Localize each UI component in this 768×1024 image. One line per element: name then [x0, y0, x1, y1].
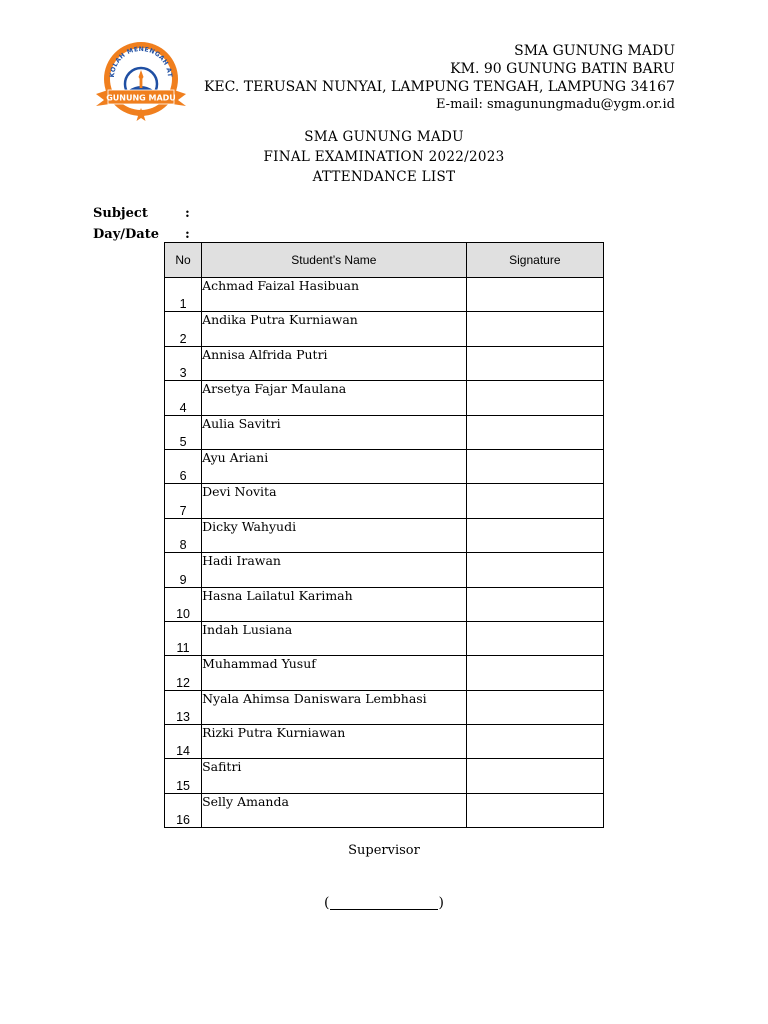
row-number: 13	[165, 690, 202, 724]
supervisor-signature-line	[324, 895, 444, 913]
student-name: Dicky Wahyudi	[202, 518, 467, 552]
student-name: Indah Lusiana	[202, 621, 467, 655]
row-number: 10	[165, 587, 202, 621]
signature-underline	[330, 909, 438, 910]
row-number: 1	[165, 278, 202, 312]
row-number: 16	[165, 793, 202, 827]
student-name: Hadi Irawan	[202, 553, 467, 587]
document-title	[0, 127, 768, 187]
student-name: Arsetya Fajar Maulana	[202, 381, 467, 415]
signature-cell[interactable]	[466, 381, 603, 415]
row-number: 14	[165, 725, 202, 759]
day-date-colon: :	[185, 227, 190, 242]
signature-cell[interactable]	[466, 793, 603, 827]
day-date-label: Day/Date	[93, 227, 159, 242]
school-crest-icon	[92, 34, 190, 126]
school-name: SMA GUNUNG MADU	[514, 43, 675, 59]
signature-cell[interactable]	[466, 725, 603, 759]
student-name: Devi Novita	[202, 484, 467, 518]
logo-arc-text: KOLAH MENENGAH AT	[108, 45, 174, 78]
table-row	[165, 518, 604, 552]
table-row	[165, 725, 604, 759]
title-list: ATTENDANCE LIST	[312, 169, 456, 185]
student-name: Muhammad Yusuf	[202, 656, 467, 690]
signature-cell[interactable]	[466, 690, 603, 724]
row-number: 4	[165, 381, 202, 415]
student-name: Selly Amanda	[202, 793, 467, 827]
signature-cell[interactable]	[466, 553, 603, 587]
row-number: 3	[165, 346, 202, 380]
table-row	[165, 278, 604, 312]
student-name: Annisa Alfrida Putri	[202, 346, 467, 380]
student-name: Hasna Lailatul Karimah	[202, 587, 467, 621]
title-school: SMA GUNUNG MADU	[304, 129, 464, 145]
student-name: Rizki Putra Kurniawan	[202, 725, 467, 759]
title-exam: FINAL EXAMINATION 2022/2023	[263, 149, 505, 165]
signature-cell[interactable]	[466, 415, 603, 449]
school-email: E-mail: smagunungmadu@ygm.or.id	[435, 97, 675, 112]
signature-cell[interactable]	[466, 587, 603, 621]
table-row	[165, 793, 604, 827]
row-number: 8	[165, 518, 202, 552]
row-number: 6	[165, 449, 202, 483]
table-row	[165, 759, 604, 793]
row-number: 5	[165, 415, 202, 449]
signature-cell[interactable]	[466, 312, 603, 346]
subject-label: Subject	[93, 206, 148, 221]
table-row	[165, 415, 604, 449]
student-name: Ayu Ariani	[202, 449, 467, 483]
header-no: No	[165, 243, 202, 278]
row-number: 2	[165, 312, 202, 346]
header-student-name: Student’s Name	[202, 243, 467, 278]
signature-cell[interactable]	[466, 484, 603, 518]
paren-close: )	[438, 895, 444, 911]
table-row	[165, 312, 604, 346]
student-name: Nyala Ahimsa Daniswara Lembhasi	[202, 690, 467, 724]
signature-cell[interactable]	[466, 656, 603, 690]
subject-colon: :	[185, 206, 190, 221]
table-header-row	[165, 243, 604, 278]
header-signature: Signature	[466, 243, 603, 278]
row-number: 7	[165, 484, 202, 518]
row-number: 11	[165, 621, 202, 655]
row-number: 12	[165, 656, 202, 690]
row-number: 15	[165, 759, 202, 793]
school-logo	[92, 34, 190, 126]
signature-cell[interactable]	[466, 346, 603, 380]
row-number: 9	[165, 553, 202, 587]
supervisor-label: Supervisor	[348, 843, 420, 858]
signature-cell[interactable]	[466, 621, 603, 655]
table-row	[165, 690, 604, 724]
table-row	[165, 587, 604, 621]
letterhead	[204, 42, 675, 114]
student-name: Aulia Savitri	[202, 415, 467, 449]
table-row	[165, 621, 604, 655]
student-name: Andika Putra Kurniawan	[202, 312, 467, 346]
table-row	[165, 484, 604, 518]
table-row	[165, 553, 604, 587]
paren-open: (	[324, 895, 330, 911]
signature-cell[interactable]	[466, 518, 603, 552]
signature-cell[interactable]	[466, 759, 603, 793]
student-name: Achmad Faizal Hasibuan	[202, 278, 467, 312]
signature-cell[interactable]	[466, 278, 603, 312]
logo-banner-text: GUNUNG MADU	[106, 93, 176, 103]
table-row	[165, 346, 604, 380]
table-row	[165, 656, 604, 690]
attendance-table	[164, 242, 604, 828]
subject-row	[93, 203, 190, 224]
table-row	[165, 381, 604, 415]
school-address-line-2: KEC. TERUSAN NUNYAI, LAMPUNG TENGAH, LAMPUNG 34167	[203, 79, 675, 95]
school-address-line-1: KM. 90 GUNUNG BATIN BARU	[450, 61, 675, 77]
student-name: Safitri	[202, 759, 467, 793]
table-row	[165, 449, 604, 483]
signature-cell[interactable]	[466, 449, 603, 483]
exam-meta	[93, 203, 190, 245]
